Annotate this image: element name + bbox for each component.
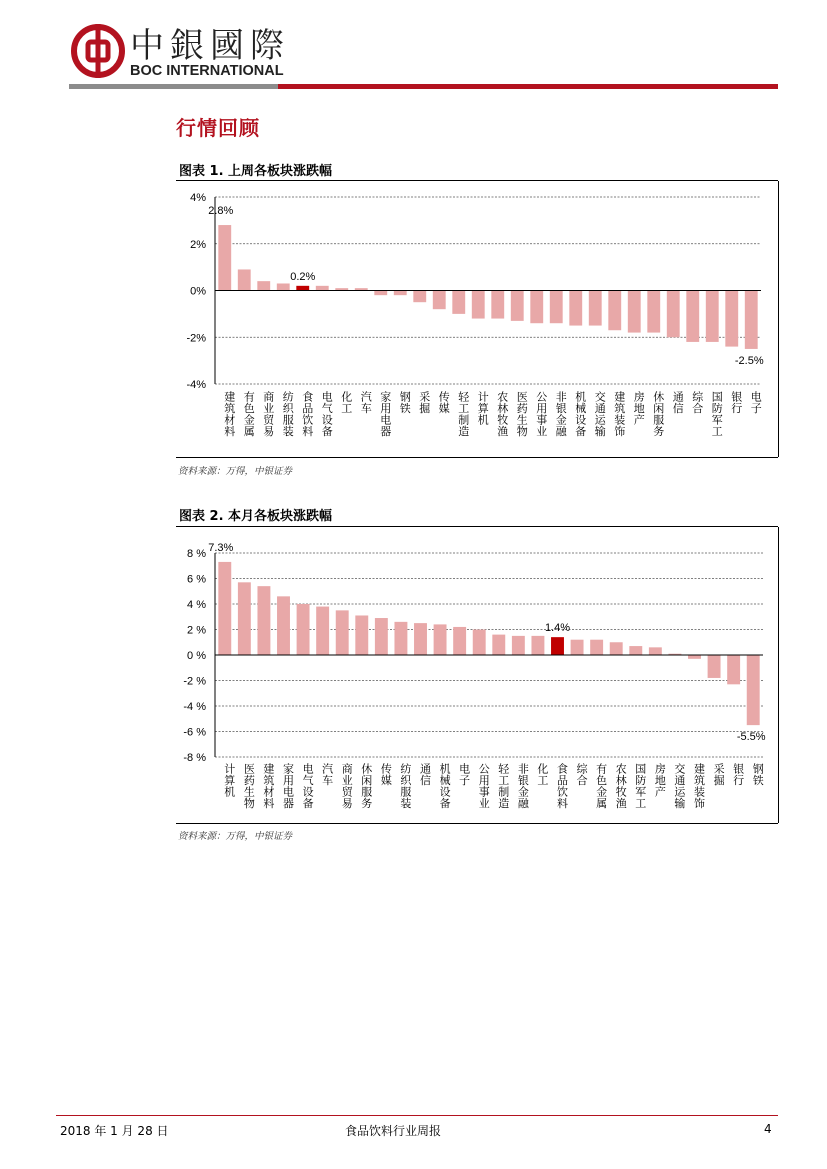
y-tick-label: -2 % [183,675,206,688]
bar [628,291,641,333]
footer-page-number: 4 [764,1122,772,1136]
chart-2-monthly-sector-change [176,527,778,823]
bar [745,291,758,349]
y-tick-label: 4% [190,192,206,204]
y-tick-label: 2 % [187,624,206,637]
x-tick-label: 建筑材料 [222,391,235,437]
bar [336,610,349,655]
x-tick-label: 医药生物 [515,391,528,437]
bar [316,286,329,291]
x-tick-label: 商业贸易 [340,763,353,809]
bar [316,607,329,655]
figure-1-bottom-rule [176,457,778,458]
bar [218,225,231,290]
bar [374,291,387,296]
x-tick-label: 房地产 [632,391,645,426]
y-tick-label: -6 % [183,726,206,739]
data-label: -2.5% [734,354,764,367]
data-label: 0.2% [290,270,316,283]
x-tick-label: 有色金属 [594,763,607,809]
bar [530,291,543,324]
x-tick-label: 医药生物 [242,763,255,809]
bar [727,655,740,684]
bar [706,291,719,342]
y-tick-label: -4% [186,379,206,391]
bar [511,291,524,321]
x-tick-label: 国防军工 [710,391,723,437]
bar [453,627,466,655]
bar [238,269,251,290]
bar [434,624,447,655]
data-label: 7.3% [208,541,234,554]
x-tick-label: 轻工制造 [496,763,509,809]
x-tick-label: 国防军工 [633,763,646,809]
bar [589,291,602,326]
x-tick-label: 电气设备 [301,763,314,809]
bar [492,635,505,655]
y-tick-label: 0 % [187,650,206,662]
x-tick-label: 纺织服装 [281,391,294,437]
y-tick-label: 0% [190,285,206,298]
x-tick-label: 房地产 [653,763,666,798]
y-tick-label: 6 % [187,573,206,586]
x-tick-label: 钢铁 [751,763,764,786]
x-tick-label: 轻工制造 [456,391,469,437]
x-tick-label: 机械设备 [573,391,586,437]
x-tick-label: 农林牧渔 [495,391,508,437]
x-tick-label: 汽车 [320,763,333,786]
y-tick-label: -2% [186,332,206,345]
figure-1-title: 图表 1. 上周各板块涨跌幅 [179,164,333,179]
bar [375,618,388,655]
bar [590,640,603,655]
data-label: 1.4% [544,622,571,635]
header-divider-red [278,84,778,89]
x-tick-label: 公用事业 [477,763,490,809]
y-tick-label: 2% [190,238,206,251]
x-tick-label: 交通运输 [672,763,685,809]
bar [491,291,504,319]
x-tick-label: 机械设备 [438,763,451,809]
bar [708,655,721,678]
x-tick-label: 综合 [575,763,588,786]
footer-report-title: 食品饮料行业周报 [345,1124,442,1138]
bar [257,586,270,655]
x-tick-label: 电子 [749,391,762,414]
boc-logo-icon [71,24,125,78]
bar [686,291,699,342]
x-tick-label: 建筑装饰 [612,391,625,437]
x-tick-label: 计算机 [476,391,489,426]
bar [257,281,270,290]
x-tick-label: 采掘 [417,391,430,414]
bar [688,655,701,659]
chart-1-weekly-sector-change [176,181,778,457]
bar [452,291,465,314]
bar [413,291,426,303]
bar-highlight [296,286,309,291]
figure-2-title: 图表 2. 本月各板块涨跌幅 [179,509,333,524]
bar [531,636,544,655]
x-tick-label: 银行 [729,391,742,414]
x-tick-label: 家用电器 [281,763,294,809]
bar [394,291,407,296]
figure-1-source: 资料来源：万得，中银证券 [178,466,293,477]
bar [550,291,563,324]
x-tick-label: 银行 [731,763,744,786]
header-divider-grey [69,84,278,89]
bar [569,291,582,326]
bar [414,623,427,655]
bar [473,630,486,656]
x-tick-label: 食品饮料 [555,763,568,809]
bar [571,640,584,655]
x-tick-label: 传媒 [379,763,392,786]
x-tick-label: 化工 [339,391,352,414]
x-tick-label: 公用事业 [534,391,547,437]
y-tick-label: -4 % [183,701,206,713]
brand-name-en: BOC INTERNATIONAL [130,63,284,79]
section-title: 行情回顾 [176,116,260,140]
bar [725,291,738,347]
data-label: 2.8% [208,205,234,218]
bar [512,636,525,655]
bar [394,622,407,655]
x-tick-label: 通信 [671,391,684,414]
bar [433,291,446,310]
x-tick-label: 纺织服装 [398,763,411,809]
figure-2-bottom-rule [176,823,778,824]
bar [277,596,290,655]
x-tick-label: 休闲服务 [359,763,372,809]
x-tick-label: 休闲服务 [651,391,664,437]
x-tick-label: 采掘 [712,763,725,786]
bar-highlight [551,637,564,655]
x-tick-label: 传媒 [437,391,450,414]
x-tick-label: 计算机 [222,763,235,798]
x-tick-label: 电子 [457,763,470,786]
bar [277,283,290,290]
bar [649,647,662,655]
bar [610,642,623,655]
x-tick-label: 综合 [690,391,703,414]
x-tick-label: 建筑装饰 [692,763,705,809]
bar [747,655,760,725]
x-tick-label: 商业贸易 [261,391,274,437]
bar [629,646,642,655]
bar [238,582,251,655]
brand-name-cn: 中銀國際 [130,26,290,66]
bar [472,291,485,319]
figure-2-source: 资料来源：万得，中银证券 [178,831,293,842]
x-tick-label: 家用电器 [378,391,391,437]
bar [647,291,660,333]
x-tick-label: 通信 [418,763,431,786]
x-tick-label: 电气设备 [320,391,333,437]
bar [218,562,231,655]
bar [608,291,621,331]
x-tick-label: 农林牧渔 [614,763,627,809]
x-tick-label: 食品饮料 [300,391,313,437]
y-tick-label: 4 % [187,599,206,611]
bar [297,604,310,655]
footer-date: 2018 年 1 月 28 日 [60,1124,169,1138]
x-tick-label: 汽车 [359,391,372,414]
y-tick-label: -8 % [183,752,206,764]
x-tick-label: 交通运输 [593,391,606,437]
footer-divider [56,1115,778,1116]
x-tick-label: 建筑材料 [261,763,274,809]
x-tick-label: 钢铁 [398,391,411,414]
bar [667,291,680,338]
x-tick-label: 化工 [535,763,548,786]
x-tick-label: 有色金属 [242,391,255,437]
x-tick-label: 非银金融 [554,391,567,437]
x-tick-label: 非银金融 [516,763,529,809]
data-label: -5.5% [736,731,766,744]
y-tick-label: 8 % [187,548,206,560]
bar [355,615,368,655]
